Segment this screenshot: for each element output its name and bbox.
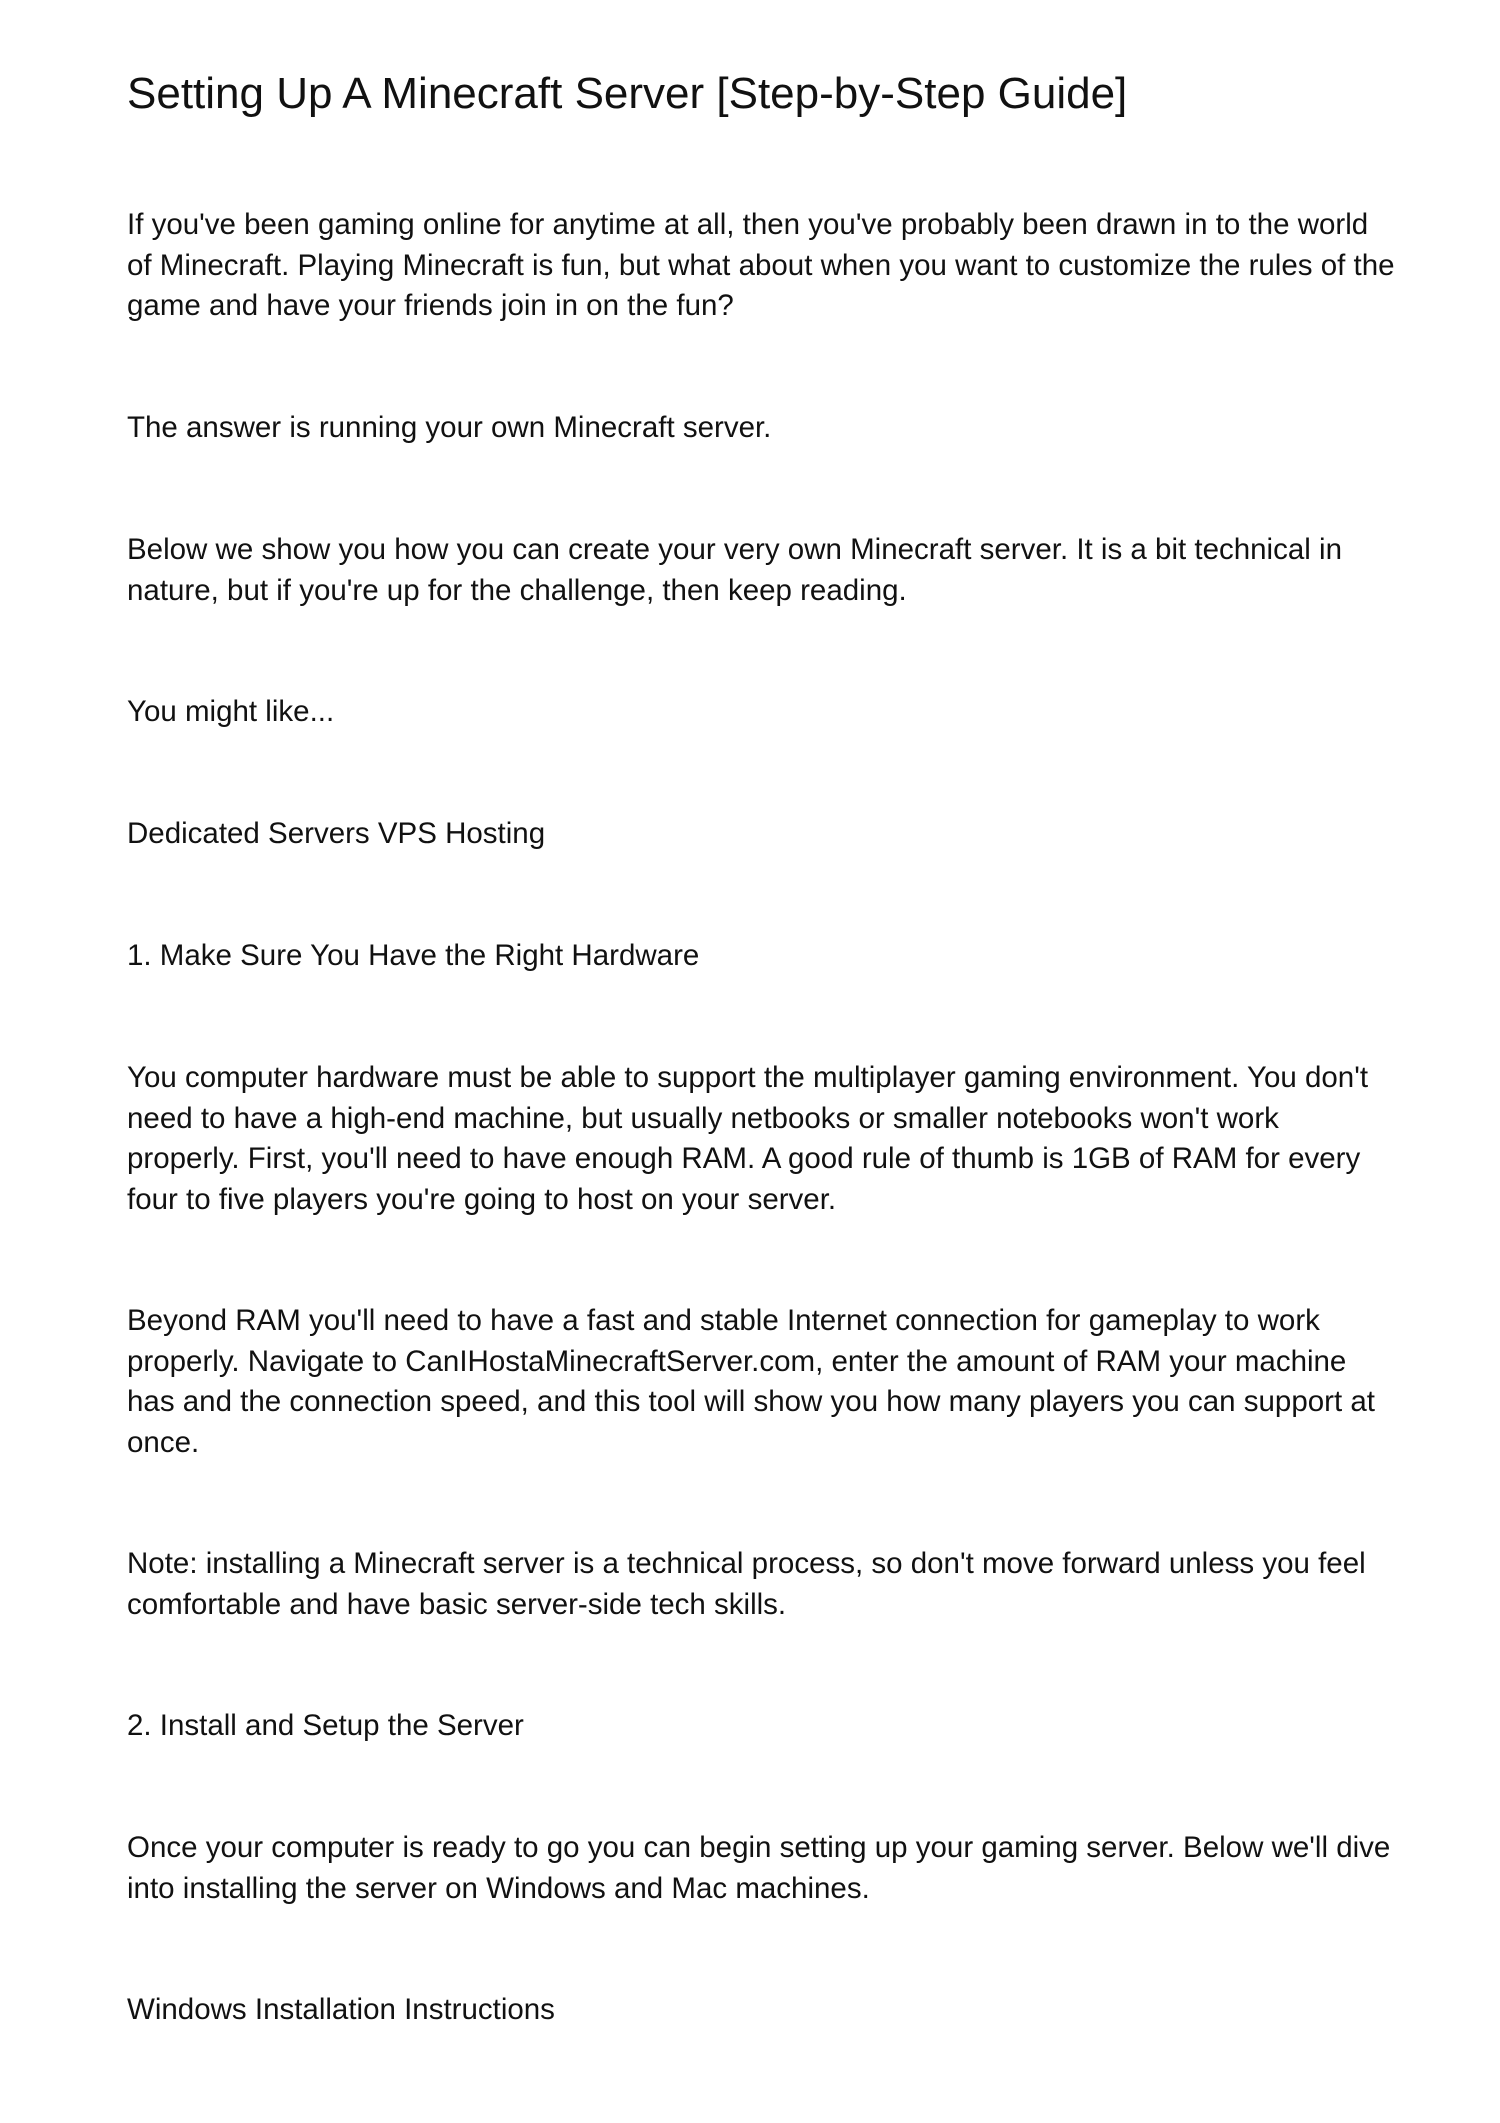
paragraph-hardware: You computer hardware must be able to support the multiplayer gaming environment. You don't need to have a high-end machine, but usually netbooks or smaller notebooks won't work properly. First, you'll need to have enough RAM. A good rule of thumb is 1GB of RAM for every four to five players you're going to host on your server. xyxy=(127,1061,1369,1216)
section-heading-windows: Windows Installation Instructions xyxy=(127,1993,555,2026)
paragraph-note: Note: installing a Minecraft server is a technical process, so don't move forward unless you feel comfortable and have basic server-side tech skills. xyxy=(127,1547,1366,1621)
section-heading-hardware: 1. Make Sure You Have the Right Hardware xyxy=(127,939,700,972)
paragraph-install: Once your computer is ready to go you can begin setting up your gaming server. Below we'll dive into installing the server on Windows and Mac machines. xyxy=(127,1831,1391,1905)
paragraph-answer: The answer is running your own Minecraft server. xyxy=(127,411,772,444)
paragraph-ram-connection: Beyond RAM you'll need to have a fast and stable Internet connection for gameplay to work properly. Navigate to CanIHostaMinecraftServer.com, enter the amount of RAM your machine has and the connection speed, and this tool will show you how many players you can support at once. xyxy=(127,1304,1375,1459)
section-heading-install: 2. Install and Setup the Server xyxy=(127,1709,524,1742)
paragraph-overview: Below we show you how you can create your very own Minecraft server. It is a bit technical in nature, but if you're up for the challenge, then keep reading. xyxy=(127,533,1342,607)
paragraph-intro: If you've been gaming online for anytime at all, then you've probably been drawn in to the world of Minecraft. Playing Minecraft is fun, but what about when you want to customize the rules of the game and have your friends join in on the fun? xyxy=(127,208,1395,322)
paragraph-related-links: Dedicated Servers VPS Hosting xyxy=(127,817,546,850)
paragraph-you-might-like: You might like... xyxy=(127,695,335,728)
page-title: Setting Up A Minecraft Server [Step-by-Step Guide] xyxy=(127,69,1128,118)
